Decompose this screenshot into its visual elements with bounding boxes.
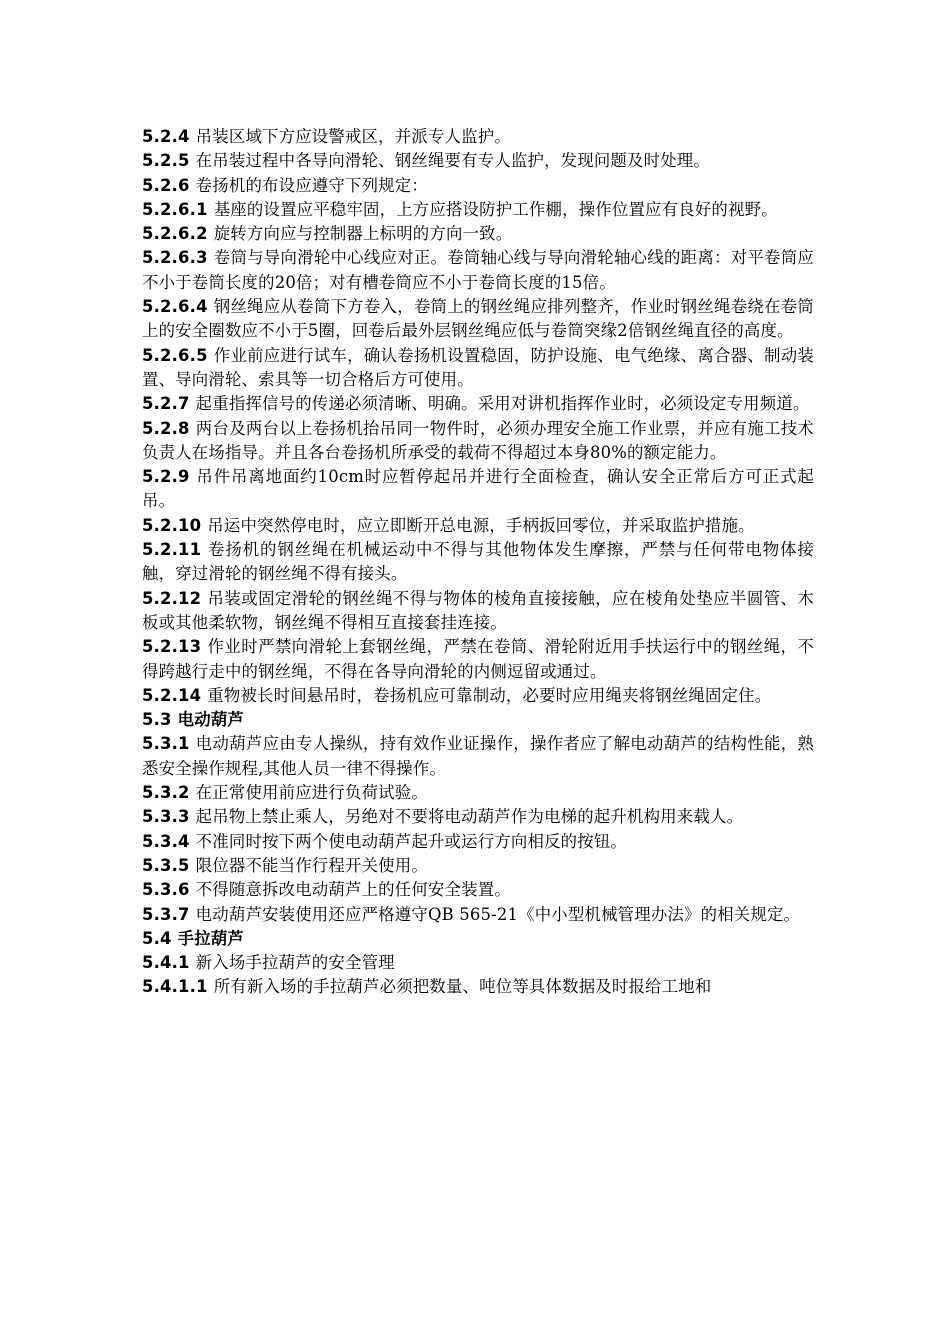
clause-number: 5.2.6.1	[142, 199, 208, 219]
clause-paragraph	[142, 344, 814, 393]
clause-number: 5.2.13	[142, 637, 202, 657]
clause-text: 所有新入场的手拉葫芦必须把数量、吨位等具体数据及时报给工地和	[213, 977, 712, 997]
clause-text: 吊装区域下方应设警戒区，并派专人监护。	[195, 127, 511, 146]
clause-paragraph	[142, 587, 814, 636]
clause-text: 旋转方向应与控制器上标明的方向一致。	[213, 224, 513, 244]
clause-paragraph	[142, 174, 814, 198]
clause-number: 5.3.7	[142, 904, 190, 924]
clause-number: 5.3.5	[142, 855, 190, 875]
clause-number: 5.2.6.3	[142, 248, 208, 268]
clause-number: 5.2.6.2	[142, 224, 208, 244]
document-page	[142, 125, 814, 1000]
clause-paragraph	[142, 149, 814, 173]
clause-number: 5.4.1.1	[142, 977, 208, 997]
clause-number: 5.4	[142, 928, 172, 948]
clause-number: 5.2.9	[142, 467, 190, 487]
clause-text: 不准同时按下两个使电动葫芦起升或运行方向相反的按钮。	[195, 831, 628, 851]
clause-paragraph	[142, 903, 814, 927]
clause-text: 卷筒与导向滑轮中心线应对正。卷筒轴心线与导向滑轮轴心线的距离：对平卷筒应不小于卷筒长度的20倍；对有槽卷筒应不小于卷筒长度的15倍。	[142, 248, 814, 292]
clause-text: 限位器不能当作行程开关使用。	[195, 855, 428, 875]
clause-text: 钢丝绳应从卷筒下方卷入，卷筒上的钢丝绳应排列整齐，作业时钢丝绳卷绕在卷筒上的安全圈数应不小于5圈，回卷后最外层钢丝绳应低与卷筒突缘2倍钢丝绳直径的高度。	[142, 297, 814, 341]
clause-text: 电动葫芦应由专人操纵，持有效作业证操作，操作者应了解电动葫芦的结构性能，熟悉安全操作规程,其他人员一律不得操作。	[142, 734, 814, 778]
clause-number: 5.2.6.4	[142, 297, 208, 317]
clause-paragraph	[142, 732, 814, 781]
clause-text: 卷扬机的布设应遵守下列规定：	[195, 175, 428, 195]
clause-paragraph	[142, 222, 814, 246]
section-heading	[142, 708, 814, 732]
clause-paragraph	[142, 830, 814, 854]
section-heading	[142, 927, 814, 951]
clause-number: 5.4.1	[142, 953, 190, 973]
clause-paragraph	[142, 951, 814, 975]
clause-number: 5.2.14	[142, 685, 202, 705]
clause-number: 5.3.2	[142, 783, 190, 803]
clause-paragraph	[142, 635, 814, 684]
clause-text: 作业前应进行试车，确认卷扬机设置稳固，防护设施、电气绝缘、离合器、制动装置、导向滑轮、索具等一切合格后方可使用。	[142, 345, 814, 389]
clause-number: 5.3	[142, 710, 172, 730]
clause-paragraph	[142, 684, 814, 708]
clause-number: 5.3.4	[142, 831, 190, 851]
clause-paragraph	[142, 538, 814, 587]
clause-number: 5.2.11	[142, 540, 202, 560]
clause-number: 5.2.5	[142, 151, 190, 171]
clause-number: 5.2.4	[142, 127, 190, 146]
clause-text: 吊运中突然停电时，应立即断开总电源，手柄扳回零位，并采取监护措施。	[207, 515, 755, 535]
clause-text: 不得随意拆改电动葫芦上的任何安全装置。	[195, 880, 511, 900]
clause-text: 吊装或固定滑轮的钢丝绳不得与物体的棱角直接接触，应在棱角处垫应半圆管、木板或其他柔软物，钢丝绳不得相互直接套挂连接。	[142, 588, 814, 632]
clause-paragraph	[142, 125, 814, 149]
clause-paragraph	[142, 246, 814, 295]
clause-paragraph	[142, 417, 814, 466]
clause-text: 两台及两台以上卷扬机抬吊同一物件时，必须办理安全施工作业票，并应有施工技术负责人在场指导。并且各台卷扬机所承受的载荷不得超过本身80%的额定能力。	[142, 418, 814, 462]
clause-paragraph	[142, 805, 814, 829]
clause-text: 重物被长时间悬吊时，卷扬机应可靠制动，必要时应用绳夹将钢丝绳固定住。	[207, 685, 772, 705]
clause-paragraph	[142, 198, 814, 222]
clause-number: 5.3.3	[142, 807, 190, 827]
clause-text: 卷扬机的钢丝绳在机械运动中不得与其他物体发生摩擦，严禁与任何带电物体接触，穿过滑轮的钢丝绳不得有接头。	[142, 540, 814, 584]
clause-text: 起重指挥信号的传递必须清晰、明确。采用对讲机指挥作业时，必须设定专用频道。	[195, 394, 810, 414]
clause-text: 新入场手拉葫芦的安全管理	[195, 953, 395, 973]
clause-text: 在正常使用前应进行负荷试验。	[195, 783, 428, 803]
clause-text: 作业时严禁向滑轮上套钢丝绳，严禁在卷筒、滑轮附近用手扶运行中的钢丝绳，不得跨越行走中的钢丝绳，不得在各导向滑轮的内侧逗留或通过。	[142, 637, 814, 681]
clause-number: 5.2.6.5	[142, 345, 208, 365]
clause-number: 5.3.6	[142, 880, 190, 900]
clause-paragraph	[142, 975, 814, 999]
clause-paragraph	[142, 878, 814, 902]
section-title: 电动葫芦	[177, 710, 245, 730]
clause-number: 5.3.1	[142, 734, 190, 754]
clause-paragraph	[142, 465, 814, 514]
clause-number: 5.2.8	[142, 418, 190, 438]
clause-paragraph	[142, 514, 814, 538]
clause-paragraph	[142, 854, 814, 878]
clause-text: 电动葫芦安装使用还应严格遵守QB 565-21《中小型机械管理办法》的相关规定。	[195, 904, 801, 924]
clause-text: 在吊装过程中各导向滑轮、钢丝绳要有专人监护，发现问题及时处理。	[195, 151, 710, 171]
clause-paragraph	[142, 295, 814, 344]
clause-number: 5.2.10	[142, 515, 202, 535]
section-title: 手拉葫芦	[177, 928, 245, 948]
clause-text: 吊件吊离地面约10cm时应暂停起吊并进行全面检查，确认安全正常后方可正式起吊。	[142, 467, 814, 511]
clause-text: 基座的设置应平稳牢固，上方应搭设防护工作棚，操作位置应有良好的视野。	[213, 199, 778, 219]
clause-paragraph	[142, 392, 814, 416]
clause-number: 5.2.6	[142, 175, 190, 195]
clause-text: 起吊物上禁止乘人，另绝对不要将电动葫芦作为电梯的起升机构用来载人。	[195, 807, 744, 827]
clause-number: 5.2.12	[142, 588, 202, 608]
clause-paragraph	[142, 781, 814, 805]
clause-number: 5.2.7	[142, 394, 190, 414]
